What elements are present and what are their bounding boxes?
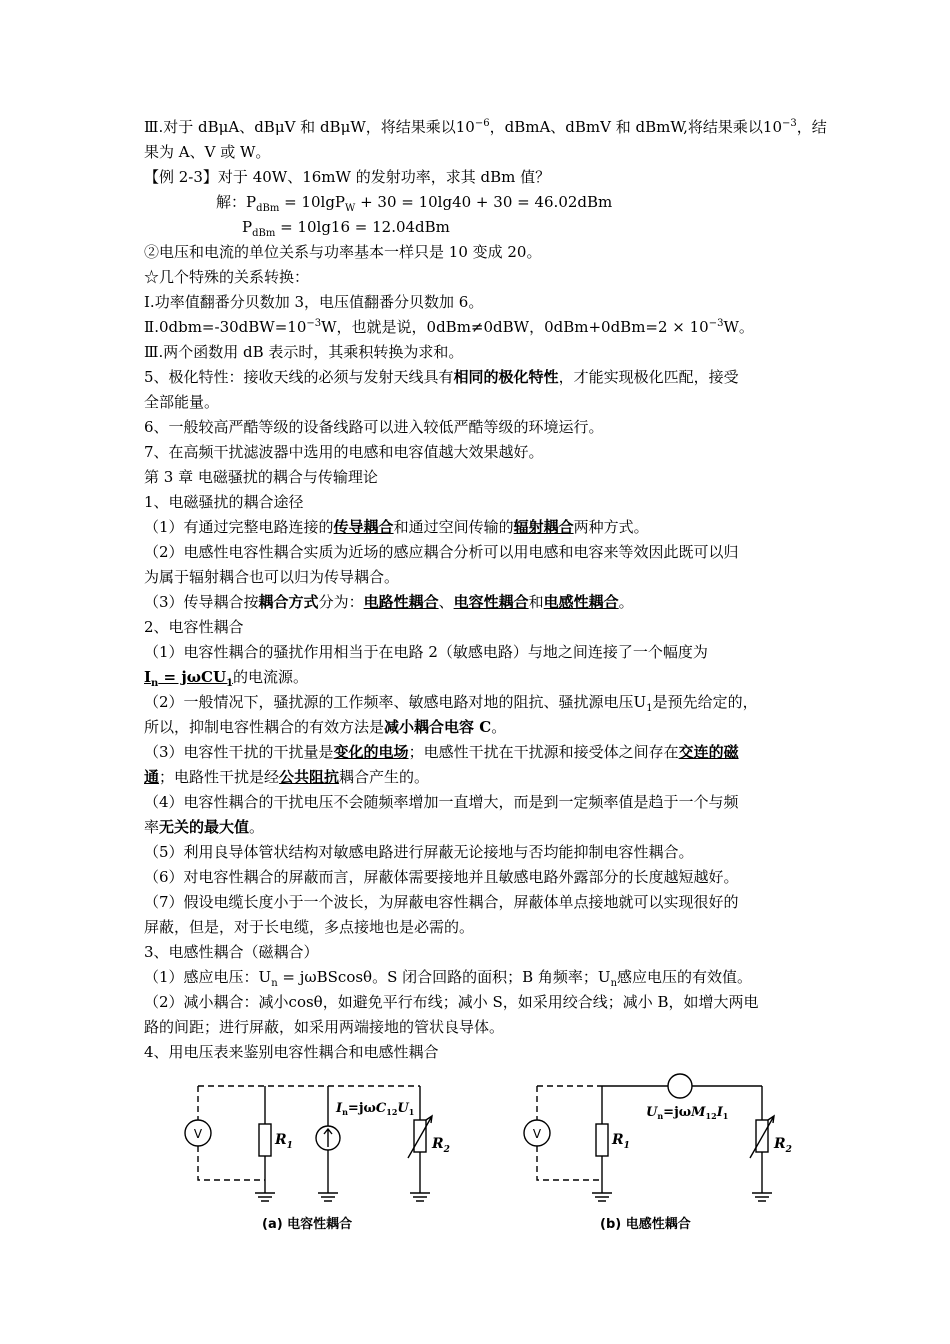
voltage-source-icon <box>668 1074 692 1098</box>
circuit-b <box>524 1074 774 1201</box>
text-line: 全部能量。 <box>144 393 220 411</box>
text-line: 6、一般较高严酷等级的设备线路可以进入较低严酷等级的环境运行。 <box>144 418 604 436</box>
ground-icon <box>255 1193 275 1201</box>
source-label: $I_n=j\omega C_{12}U_1$ <box>336 1101 415 1117</box>
resistor-r1 <box>596 1124 608 1156</box>
text-line: 果为 A、V 或 W。 <box>144 143 271 161</box>
chapter-heading: 第 3 章 电磁骚扰的耦合与传输理论 <box>144 468 378 486</box>
text-line: （6）对电容性耦合的屏蔽而言，屏蔽体需要接地并且敏感电路外露部分的长度越短越好。 <box>144 868 739 886</box>
text-line: 屏蔽，但是，对于长电缆，多点接地也是必需的。 <box>144 918 475 936</box>
section-heading: 3、电感性耦合（磁耦合） <box>144 943 319 961</box>
text-line: ☆几个特殊的关系转换： <box>144 268 310 286</box>
ground-icon <box>410 1193 430 1201</box>
formula-line: $I_n = j\omega CU_1$的电流源。 <box>144 668 309 689</box>
text-line: （5）利用良导体管状结构对敏感电路进行屏蔽无论接地与否均能抑制电容性耦合。 <box>144 843 694 861</box>
section-heading: 2、电容性耦合 <box>144 618 244 636</box>
text-line: $Ⅱ.0dbm=-30dBW=10^{-3}W$，也就是说，0dBm≠0dBW，$0dBm+0dBm=2 \times 10^{-3}W$。 <box>144 318 754 336</box>
source-label: $U_n=j\omega M_{12}I_1$ <box>646 1105 729 1121</box>
arrow-up-icon <box>324 1129 332 1147</box>
document-body <box>144 115 827 1065</box>
r2-label: $R_2$ <box>432 1136 450 1155</box>
text-line: ②电压和电流的单位关系与功率基本一样只是 10 变成 20。 <box>144 243 542 261</box>
text-line: （2）电感性电容性耦合实质为近场的感应耦合分析可以用电感和电容来等效因此既可以归 <box>144 543 739 561</box>
text-line: 通；电路性干扰是经公共阻抗耦合产生的。 <box>144 768 430 786</box>
text-line: （2）减小耦合：减小cosθ，如避免平行布线；减小 S，如采用绞合线；减小 B，如增大两电 <box>144 993 759 1011</box>
dashed-wire <box>537 1146 602 1180</box>
meter-label: V <box>193 1127 203 1141</box>
formula-line: $P_{dBm} = 10\lg 16 = 12.04dBm$ <box>242 218 450 239</box>
resistor-r1 <box>259 1124 271 1156</box>
example-heading: 【例 2-3】对于 40W、16mW 的发射功率，求其 dBm 值？ <box>144 168 551 186</box>
caption-a: (a) 电容性耦合 <box>262 1217 353 1232</box>
text-line: 7、在高频干扰滤波器中选用的电感和电容值越大效果越好。 <box>144 443 544 461</box>
text-line: Ⅲ.对于 dBμA、dBμV 和 dBμW，将结果乘以$10^{-6}$，dBmA、dBmV 和 dBmW,将结果乘以$10^{-3}$，结 <box>144 118 827 136</box>
text-line: （1）电容性耦合的骚扰作用相当于在电路 2（敏感电路）与地之间连接了一个幅度为 <box>144 643 708 661</box>
text-line: 5、极化特性：接收天线的必须与发射天线具有相同的极化特性，才能实现极化匹配，接受 <box>144 368 739 386</box>
text-line: （7）假设电缆长度小于一个波长，为屏蔽电容性耦合，屏蔽体单点接地就可以实现很好的 <box>144 893 739 911</box>
ground-icon <box>592 1193 612 1201</box>
section-heading: 1、电磁骚扰的耦合途径 <box>144 493 304 511</box>
text-line: （3）传导耦合按耦合方式分为：电路性耦合、电容性耦合和电感性耦合。 <box>144 593 634 611</box>
text-line: 路的间距；进行屏蔽，如采用两端接地的管状良导体。 <box>144 1018 505 1036</box>
text-line: Ⅰ.功率值翻番分贝数加 3，电压值翻番分贝数加 6。 <box>144 293 484 311</box>
ground-icon <box>752 1193 772 1201</box>
text-line: （1）感应电压：$U_n = j\omega BScos\theta$。S 闭合回路的面积；B 角频率；$U_n$感应电压的有效值。 <box>144 968 753 989</box>
circuit-a <box>185 1086 432 1201</box>
r1-label: $R_1$ <box>275 1132 293 1151</box>
formula-line: 解：$P_{dBm} = 10\lg P_W + 30 = 10\lg 40 + 30 = 46.02dBm$ <box>216 193 613 214</box>
text-line: 为属于辐射耦合也可以归为传导耦合。 <box>144 568 400 586</box>
text-line: （3）电容性干扰的干扰量是变化的电场；电感性干扰在干扰源和接受体之间存在交连的磁 <box>144 743 739 761</box>
text-line: Ⅲ.两个函数用 dB 表示时，其乘积转换为求和。 <box>144 343 464 361</box>
r2-label: $R_2$ <box>774 1136 792 1155</box>
text-line: 率无关的最大值。 <box>144 818 265 836</box>
meter-label: V <box>532 1127 542 1141</box>
text-line: （2）一般情况下，骚扰源的工作频率、敏感电路对地的阻抗、骚扰源电压$U_1$是预先给定的， <box>144 693 758 714</box>
text-line: （1）有通过完整电路连接的传导耦合和通过空间传输的辐射耦合两种方式。 <box>144 518 649 536</box>
text-line: （4）电容性耦合的干扰电压不会随频率增加一直增大，而是到一定频率值是趋于一个与频 <box>144 793 739 811</box>
section-heading: 4、用电压表来鉴别电容性耦合和电感性耦合 <box>144 1043 439 1061</box>
dashed-wire <box>198 1146 265 1180</box>
coupling-circuit-figure <box>170 1068 810 1238</box>
caption-b: (b) 电感性耦合 <box>600 1217 691 1232</box>
ground-icon <box>318 1193 338 1201</box>
text-line: 所以，抑制电容性耦合的有效方法是减小耦合电容 C。 <box>144 718 507 736</box>
r1-label: $R_1$ <box>612 1132 630 1151</box>
